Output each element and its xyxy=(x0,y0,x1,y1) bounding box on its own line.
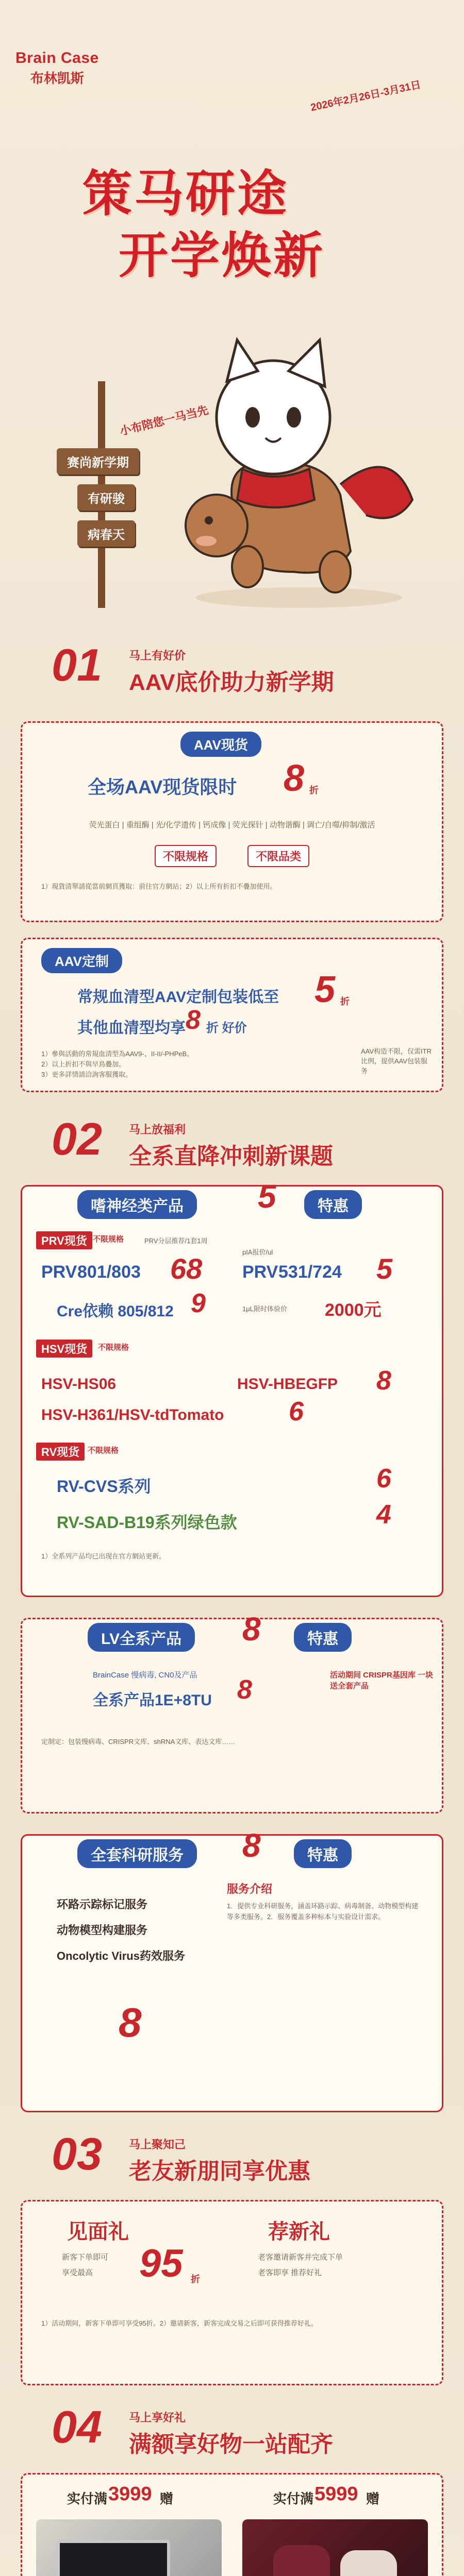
gift-2-tail: 赠 xyxy=(366,2491,380,2506)
prv-cre-disc: 9 xyxy=(191,1289,206,1318)
sign-2: 有研骏 xyxy=(77,484,135,511)
service-item-3: Oncolytic Virus药效服务 xyxy=(57,1950,185,1962)
section-3-number: 03 xyxy=(52,2128,102,2179)
old-gift-title: 见面礼 xyxy=(67,2221,129,2243)
section-1-number: 01 xyxy=(52,639,102,690)
service-item-1: 环路示踪标记服务 xyxy=(57,1898,148,1911)
rv-pill: RV现货 xyxy=(36,1443,85,1461)
aav-stock-box-1: 不限规格 xyxy=(155,845,217,867)
old-gift-tail: 折 xyxy=(191,2274,200,2284)
prv-right-head: pIA报价/ul xyxy=(242,1248,273,1256)
gift-2-head: 实付满 xyxy=(273,2491,314,2506)
lv-line-1: BrainCase 慢病毒, CN0及产品 xyxy=(93,1671,197,1680)
event-dates: 2026年2月26日-3月31日 xyxy=(309,79,422,114)
rv-limit: 不限规格 xyxy=(88,1446,119,1455)
lv-line-2: 全系产品1E+8TU xyxy=(93,1692,212,1709)
aav-custom-zhe: 折 xyxy=(340,996,350,1007)
hsv-left-2: HSV-H361/HSV-tdTomato xyxy=(41,1406,224,1423)
service-head: 服务介绍 xyxy=(227,1883,273,1895)
service-desc: 1．提供专业科研服务，涵盖环路示踪、病毒制备、动物模型构建等多类服务。2．服务覆盖多种标本与实验设计需求。 xyxy=(227,1902,419,1921)
sign-3: 病春天 xyxy=(77,520,135,547)
new-gift-line-2: 老客即享 推荐好礼 xyxy=(258,2268,322,2277)
aav-custom-line2-tail: 折 好价 xyxy=(206,1021,247,1035)
aav-stock-pill: AAV现货 xyxy=(180,732,261,757)
old-gift-amount: 95 xyxy=(139,2242,183,2285)
aav-custom-note-1: 1）參與活動的常規血清型為AAV9-、II-II/-PHPeB。 xyxy=(41,1050,194,1058)
section-4-title: 满额享好物一站配齐 xyxy=(129,2432,333,2457)
service-disc-2: 8 xyxy=(119,1999,142,2045)
section-3-subtitle: 马上聚知己 xyxy=(129,2138,186,2151)
referral-notes: 1）活动期间，新客下单即可享受95折。2）邀请新客，新客完成交易之后即可获得推荐好礼。 xyxy=(41,2319,318,2327)
section-1-title: AAV底价助力新学期 xyxy=(129,670,334,695)
hsv-right-1: HSV-HBEGFP xyxy=(237,1376,338,1393)
gift-1-head: 实付满 xyxy=(67,2491,108,2506)
gift-2-image xyxy=(242,2519,428,2576)
section-2-number: 02 xyxy=(52,1113,102,1164)
gift-1-tail: 赠 xyxy=(160,2491,174,2506)
section-4-number: 04 xyxy=(52,2401,102,2452)
hsv-pill: HSV现货 xyxy=(36,1340,92,1358)
aav-custom-note-2: 2）以上折扣不與早鳥疊加。 xyxy=(41,1060,126,1068)
new-gift-line-1: 老客邀请新客并完成下单 xyxy=(258,2253,343,2262)
rv-disc-2: 4 xyxy=(376,1500,391,1530)
aav-custom-discount-1: 5 xyxy=(314,969,336,1010)
hero-title-line2: 开学焕新 xyxy=(119,226,325,284)
prv-left-label: PRV xyxy=(41,1262,77,1282)
aav-stock-note: 1）現貨清單請從當前網頁獲取：前往官方網站；2）以上所有折扣不疊加使用。 xyxy=(41,883,277,890)
aav-stock-box-2: 不限品类 xyxy=(247,845,309,867)
old-gift-line-2: 享受最高 xyxy=(62,2268,93,2277)
slogan-arc: 小布陪您一马当先 xyxy=(118,403,210,438)
brand-block xyxy=(15,49,99,87)
lv-side: 活动期间 CRISPR基因库 一块送全套产品 xyxy=(330,1671,434,1690)
prv-note: PRV分层推荐/1套1周 xyxy=(144,1237,208,1245)
section-3-title: 老友新朋同享优惠 xyxy=(129,2159,310,2184)
brand-name-cn: 布林凯斯 xyxy=(30,71,84,86)
hsv-limit: 不限规格 xyxy=(98,1343,129,1352)
aav-custom-line2: 其他血清型均享 xyxy=(77,1020,186,1037)
aav-custom-note-3: 3）更多詳情請洽詢客服獲取。 xyxy=(41,1071,132,1078)
section-1-subtitle: 马上有好价 xyxy=(129,649,186,662)
aav-stock-items: 荧光蛋白 | 重组酶 | 光/化学遗传 | 钙成像 | 荧光探针 | 动物谐酶 | 调亡/自噬/抑制/激活 xyxy=(89,821,375,829)
lv-notes: 定制定：包装慢病毒、CRISPR文库、shRNA文库、表达文库…… xyxy=(41,1738,236,1745)
prv-left-disc: 68 xyxy=(170,1252,203,1285)
section-2-title: 全系直降冲刺新课题 xyxy=(129,1144,333,1169)
gift-2-amount: 5999 xyxy=(314,2483,358,2505)
lv-banner: LV全系产品 xyxy=(88,1623,195,1652)
aav-stock-discount: 8 xyxy=(284,758,305,799)
aav-custom-pill: AAV定制 xyxy=(41,948,122,973)
prv-cre-price: 2000元 xyxy=(325,1300,382,1320)
aav-custom-discount-2: 8 xyxy=(186,1005,201,1035)
aav-custom-line1: 常规血清型AAV定制包装低至 xyxy=(77,989,279,1006)
prv-right-label: PRV xyxy=(242,1262,278,1282)
service-card xyxy=(21,1834,443,2112)
prv-pill: PRV现货 xyxy=(36,1231,92,1249)
gift-1-amount: 3999 xyxy=(108,2483,152,2505)
service-discount: 8 xyxy=(242,1827,261,1864)
prv-cre-extra: 1μL限时体验价 xyxy=(242,1305,287,1313)
rv-disc-1: 6 xyxy=(376,1464,391,1494)
sign-1: 赛尚新学期 xyxy=(57,448,139,474)
brand-logo: Brain Case xyxy=(15,49,99,66)
prv-right-disc: 5 xyxy=(376,1252,393,1285)
lv-card xyxy=(21,1618,443,1814)
lv-discount: 8 xyxy=(242,1611,261,1648)
mascot-illustration xyxy=(170,330,428,618)
neuro-discount: 5 xyxy=(258,1178,276,1215)
new-gift-title: 荐新礼 xyxy=(268,2221,330,2243)
lv-tail: 特惠 xyxy=(294,1623,352,1652)
hsv-left-1: HSV-HS06 xyxy=(41,1376,117,1393)
prv-limit: 不限规格 xyxy=(93,1235,124,1244)
gift-1-image xyxy=(36,2519,222,2576)
prv-right-codes: 531/724 xyxy=(278,1262,342,1282)
aav-custom-side-note: AAV构造不限，仅需ITR比例，提供AAV包装服务 xyxy=(361,1047,432,1075)
service-banner: 全套科研服务 xyxy=(77,1839,197,1868)
service-tail: 特惠 xyxy=(294,1839,352,1868)
hsv-disc-2: 6 xyxy=(289,1397,304,1427)
aav-stock-headline: 全场AAV现货限时 xyxy=(88,776,237,798)
rv-note: 1）全系列产品均已出现在官方網站更新。 xyxy=(41,1552,166,1560)
hero-title-line1: 策马研途 xyxy=(82,164,289,223)
old-gift-line-1: 新客下单即可 xyxy=(62,2253,109,2262)
prv-left-codes: 801/803 xyxy=(77,1262,141,1282)
section-4-subtitle: 马上享好礼 xyxy=(129,2411,186,2424)
section-2-subtitle: 马上放福利 xyxy=(129,1123,186,1136)
neuro-tail: 特惠 xyxy=(304,1190,362,1219)
hsv-disc-1: 8 xyxy=(376,1366,391,1396)
service-item-2: 动物模型构建服务 xyxy=(57,1924,148,1937)
rv-line-1: RV-CVS系列 xyxy=(57,1477,151,1496)
prv-cre-label: Cre依赖 805/812 xyxy=(57,1303,174,1320)
neuro-banner: 嗜神经类产品 xyxy=(77,1190,197,1219)
rv-line-2: RV-SAD-B19系列绿色款 xyxy=(57,1513,237,1532)
lv-disc-2: 8 xyxy=(237,1675,252,1705)
aav-stock-zhe: 折 xyxy=(309,785,319,795)
